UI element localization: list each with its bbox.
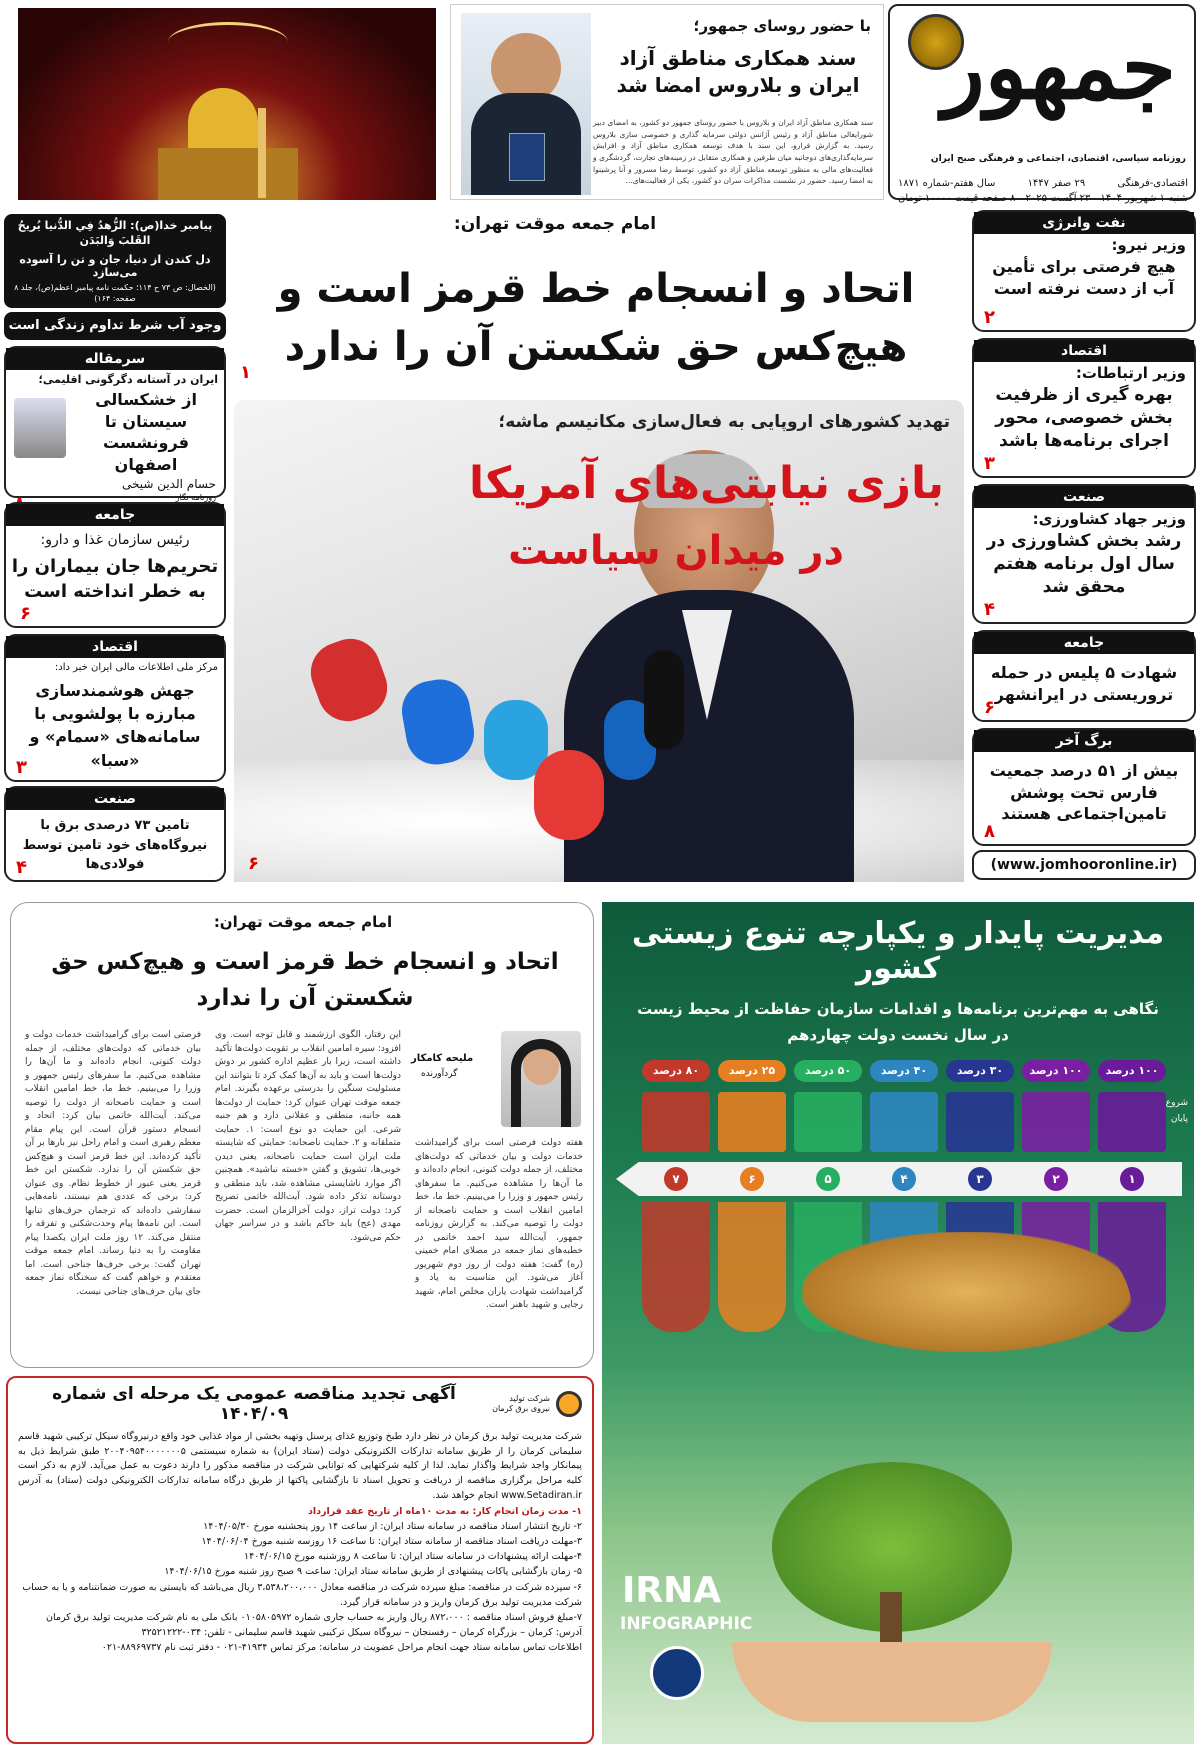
article-col-3-text: هفته دولت فرصتی است برای گرامیداشت خدمات دولت و بیان خدماتی که دولت‌های مختلف، از جمله دولت کنونی، انجام داده‌اند و ما آن‌ها را مشاهده می‌کنیم. ما سفرهای رئیس جمهور و وزرا را می‌بینیم. خط ما، خط امامین انقلاب است و حمایت ناصحانه از دولت را توصیه می‌کند. به گزارش روزنامه جمهور، آیت‌الله سید احمد خاتمی در خطبه‌های نماز جمعه در مصلای امام خمینی (ره) گفت: هفته دولت از روز دوم شهریور آغاز می‌شود. این مناسبت به یاد و گرامیداشت شهادت یاران مخلص امام، شهید رجایی و شهید باهنر است.	[415, 1138, 583, 1310]
lead-headline: اتحاد و انسجام خط قرمز است و هیچ‌کس حق شکستن آن را ندارد	[277, 266, 915, 370]
article-author-photo	[501, 1031, 581, 1127]
top-story-photo	[461, 13, 591, 195]
tender-ad	[6, 1376, 594, 1744]
article-kicker: امام جمعه موقت تهران:	[213, 913, 393, 931]
program-column	[1022, 1092, 1090, 1152]
article-col-1	[25, 1029, 201, 1359]
step-number: ۵	[816, 1167, 840, 1191]
hadith-persian: دل کندن از دنیا، جان و تن را آسوده می‌سازد	[19, 252, 211, 279]
meta-category: اقتصادی-فرهنگی	[1117, 178, 1188, 189]
photo-page: ۶	[248, 853, 259, 874]
photo-title-2: در میدان سیاست	[508, 528, 844, 574]
meta-issue: سال هفتم-شماره ۱۸۷۱	[898, 178, 996, 189]
stat-pill: ۴۰ درصد	[870, 1060, 938, 1082]
meta-greg-date: ۲۳ آگست ۲۰۲۵	[1025, 193, 1091, 204]
tender-line-1: ۱- مدت زمان انجام کار: به مدت ۱۰ماه از تاریخ عقد قرارداد	[308, 1505, 582, 1517]
photo-title-1: بازی نیابتی‌های آمریکا	[468, 458, 944, 509]
economy-page-right: ۳	[984, 453, 995, 474]
last-page-title: بیش از ۵۱ درصد جمعیت فارس تحت پوشش تامین‌اجتماعی هستند	[989, 761, 1179, 824]
industry-page-left: ۴	[16, 857, 27, 878]
top-story-kicker: با حضور روسای جمهور؛	[693, 17, 871, 35]
tender-line-6: ۶- سپرده شرکت در مناقصه: مبلغ سپرده شرکت در مناقصه معادل ۳،۵۳۸،۲۰۰،۰۰۰ ریال می‌باشد که بایستی به صورت ضمانتنامه و یا به حساب شرکت مدیریت تولید برق کرمان واریز و در سامانه قرار گیرد.	[22, 1581, 582, 1608]
stat-pill: ۸۰ درصد	[642, 1060, 710, 1082]
infographic-subtitle-1: نگاهی به مهم‌ترین برنامه‌ها و اقدامات سازمان حفاظت از محیط زیست	[637, 1000, 1159, 1018]
program-column	[870, 1092, 938, 1152]
hadith-source: (الخصال: ص ۷۳ ح ۱۱۴؛ حکمت نامه پیامبر اعظم(ص)، جلد ۸ صفحه: ۱۶۴)	[14, 282, 216, 303]
microphone-icon	[302, 630, 395, 729]
article-col-3	[415, 1137, 583, 1359]
article-col-1-text: فرصتی است برای گرامیداشت خدمات دولت و بیان خدماتی که دولت‌های مختلف، از جمله دولت کنونی، انجام داده‌اند و ما آن‌ها را مشاهده می‌کنیم. ما سفرهای رئیس جمهور و وزرا را می‌بینیم. خط ما، خط امامین انقلاب است و حمایت ناصحانه از دولت را توصیه می‌کند. آیت‌الله خاتمی بیان کرد: اتحاد و انسجام دستور قرآن است. این پیام مقام معظم رهبری است و امام راحل نیز بارها بر آن تأکید کرده‌اند. این خط قرمز است و هیچ‌کس حق شکستن آن را ندارد. شکستن این خط قرمز یعنی عبور از خطوط نظام. وی عنوان کرد: برخی که عددی هم نیستند، نامه‌هایی سفارشی داده‌اند که ترجمان حرف‌های تنابها است. این نامه‌ها پیام وحدت‌شکنی و تفرقه را منتقل می‌کند. ۱۲ روز ملت ایران یکصدا پیام مقاومت را به دنیا رساند. امام جمعه موقت تهران گفت: برخی حرف‌ها جناحی است. اما معتقدم و خواهم گفت که سخنگاه نماز جمعه جای بیان حرف‌های جناحی نیست.	[25, 1030, 201, 1297]
editorial-author-photo	[14, 398, 66, 458]
end-label: پایان	[1170, 1114, 1188, 1124]
stat-pill: ۱۰۰ درصد	[1098, 1060, 1166, 1082]
oil-card[interactable]	[972, 210, 1196, 332]
society-card-right[interactable]	[972, 630, 1196, 722]
article-author: ملیحه کامکار	[411, 1053, 474, 1064]
industry-card-right[interactable]	[972, 484, 1196, 624]
editorial-title: از خشکسالی سیستان تا فرونشست اصفهان	[95, 390, 197, 474]
lead-kicker: امام جمعه موقت تهران:	[453, 214, 657, 234]
industry-card-left[interactable]	[4, 786, 226, 882]
website-link[interactable]: (www.jomhooronline.ir)	[972, 850, 1196, 880]
economy-kicker-left: مرکز ملی اطلاعات مالی ایران خبر داد:	[54, 662, 218, 673]
hadith-box	[4, 214, 226, 308]
article-box	[10, 902, 594, 1368]
industry-tag-right: صنعت	[974, 486, 1194, 508]
irna-brand: IRNA	[622, 1570, 722, 1611]
economy-title-left: جهش هوشمندسازی مبارزه با پولشویی با سامانه‌های «سمام» و «سبا»	[29, 681, 201, 770]
tender-line-8: آدرس: کرمان – بزرگراه کرمان – رفسنجان – نیروگاه سیکل ترکیبی شهید قاسم سلیمانی - تلفن: ۰۳۴-۳۲۵۲۱۲۲۲	[141, 1627, 582, 1639]
lead-page: ۱	[240, 362, 251, 383]
company-logo-icon	[556, 1391, 582, 1417]
step-number: ۳	[968, 1167, 992, 1191]
society-page-right: ۶	[984, 697, 995, 718]
economy-tag-left: اقتصاد	[6, 636, 224, 658]
economy-page-left: ۳	[16, 757, 27, 778]
stat-pill: ۱۰۰ درصد	[1022, 1060, 1090, 1082]
program-column	[642, 1092, 710, 1152]
article-author-role: گردآورنده	[421, 1069, 458, 1079]
step-number: ۴	[892, 1167, 916, 1191]
oil-page: ۲	[984, 307, 995, 328]
program-column	[718, 1092, 786, 1152]
cheetah-figure	[802, 1232, 1132, 1352]
infographic	[602, 902, 1194, 1744]
microphone-icon	[644, 650, 684, 750]
photo-kicker: تهدید کشورهای اروپایی به فعال‌سازی مکانیسم ماشه؛	[498, 412, 950, 432]
oil-title: هیچ فرصتی برای تأمین آب از دست نرفته است	[992, 257, 1176, 298]
meta-price: ۸ صفحه قیمت ۱۰۰۰۰ تومان	[898, 193, 1016, 204]
shrine-calligraphy-icon	[168, 22, 288, 62]
economy-kicker-right: وزیر ارتباطات:	[1075, 364, 1186, 382]
oil-tag: نفت وانرژی	[974, 212, 1194, 234]
society-tag-left: جامعه	[6, 504, 224, 526]
editorial-kicker: ایران در آستانه دگرگونی اقلیمی؛	[38, 373, 218, 386]
last-page-num: ۸	[984, 821, 995, 842]
society-title-right: شهادت ۵ پلیس در حمله تروریستی در ایرانشهر	[990, 663, 1178, 704]
editorial-card[interactable]	[4, 346, 226, 503]
shrine-photo	[18, 8, 436, 200]
society-tag-right: جامعه	[974, 632, 1194, 654]
oil-kicker: وزیر نیرو:	[1111, 236, 1186, 254]
article-headline: اتحاد و انسجام خط قرمز است و هیچ‌کس حق شکستن آن را ندارد	[51, 949, 559, 1011]
industry-tag-left: صنعت	[6, 788, 224, 810]
stat-pill: ۳۰ درصد	[946, 1060, 1014, 1082]
masthead	[888, 4, 1196, 204]
program-column	[794, 1092, 862, 1152]
masthead-subtitle: روزنامه سیاسی، اقتصادی، اجتماعی و فرهنگی صبح ایران	[930, 154, 1186, 164]
industry-kicker-right: وزیر جهاد کشاورزی:	[1032, 510, 1186, 528]
last-page-tag: برگ آخر	[974, 730, 1194, 752]
editorial-tag: سرمقاله	[6, 348, 224, 370]
society-title-left: تحریم‌ها جان بیماران را به خطر انداخته است	[11, 556, 219, 603]
society-card-left[interactable]	[4, 502, 226, 628]
top-story-headline: سند همکاری مناطق آزاد ایران و بلاروس امضا شد	[616, 46, 860, 97]
program-column	[946, 1092, 1014, 1152]
tender-line-4: ۴-مهلت ارائه پیشنهادات در سامانه ستاد ایران: تا ساعت ۸ روزشنبه مورخ ۱۴۰۴/۰۶/۱۵	[244, 1551, 582, 1563]
start-label: شروع	[1165, 1098, 1188, 1108]
industry-page-right: ۴	[984, 599, 995, 620]
step-number: ۶	[740, 1167, 764, 1191]
step-number: ۷	[664, 1167, 688, 1191]
lead-photo	[234, 400, 964, 882]
logo: جمهور	[942, 15, 1176, 119]
program-detail	[642, 1202, 710, 1332]
editorial-role: روزنامه نگار	[175, 493, 216, 503]
article-col-2	[215, 1029, 401, 1359]
microphone-icon	[397, 675, 479, 770]
society-page-left: ۶	[20, 603, 31, 624]
top-story	[450, 4, 884, 200]
tender-intro: شرکت مدیریت تولید برق کرمان در نظر دارد طبخ وتوزیع غذای پرسنل وتهیه بخشی از مواد غذایی خود واقع درنیروگاه سیکل ترکیبی شهید قاسم سلیمانی کرمان را از طریق سامانه تدارکات الکترونیکی دولت (ستاد ایران) به شماره سیستمی ۲۰۰۴۰۹۵۴۰۰۰۰۰۰۰۵ طبق شرایط ذیل به پیمانکار واجد شرایط واگذار نماید. لذا از کلیه شرکتهایی که توانایی شرکت در مناقصه مذکور را دارند دعوت به عمل می‌آید. لازم به ذکر است کلیه مراحل برگزاری مناقصه از دریافت و تحویل اسناد تا بازگشایی پاکتها از طریق درگاه سامانه تدارکات الکترونیکی دولت (ستاد) به آدرس www.Setadiran.ir انجام خواهد شد.	[18, 1431, 582, 1501]
hadith-arabic: پیامبر خدا(ص): الزُّهدُ فِي الدُّنيا يُريحُ القَلبَ وَالبَدَن	[17, 219, 213, 248]
tender-line-5: ۵- زمان بازگشایی پاکات پیشنهادی از طریق سامانه ستاد ایران: ساعت ۹ صبح روز شنبه مورخ ۱۴۰۴/۰۶/۱۵	[164, 1566, 582, 1578]
masthead-meta	[898, 176, 1188, 206]
microphone-icon	[534, 750, 604, 840]
tender-line-7: ۷-مبلغ فروش اسناد مناقصه : ۸۷۲،۰۰۰ ریال واریز به حساب جاری شماره ۰۱۰۵۸۰۵۹۷۲ بانک ملی به نام شرکت مدیریت تولید برق کرمان	[46, 1611, 582, 1623]
editorial-author: حسام الدین شیخی	[121, 477, 216, 492]
industry-title-left: تامین ۷۳ درصدی برق با نیروگاه‌های خود تامین توسط فولادی‌ها	[22, 818, 208, 872]
step-number: ۲	[1044, 1167, 1068, 1191]
economy-title-right: بهره گیری از ظرفیت بخش خصوصی، محور اجرای برنامه‌ها باشد	[995, 385, 1173, 451]
tender-line-9: اطلاعات تماس سامانه ستاد جهت انجام مراحل عضویت در سامانه: مرکز تماس ۴۱۹۳۴-۰۲۱ - دفتر ثبت نام ۸۸۹۶۹۷۳۷-۰۲۱	[101, 1642, 582, 1654]
step-number: ۱	[1120, 1167, 1144, 1191]
economy-tag-right: اقتصاد	[974, 340, 1194, 362]
program-detail	[718, 1202, 786, 1332]
program-column	[1098, 1092, 1166, 1152]
last-page-card[interactable]	[972, 728, 1196, 846]
stat-pill: ۵۰ درصد	[794, 1060, 862, 1082]
meta-hijri-date: ۲۹ صفر ۱۴۴۷	[1027, 178, 1086, 189]
tender-line-2: ۲- تاریخ انتشار اسناد مناقصه در سامانه ستاد ایران: از ساعت ۱۴ روز پنجشنبه مورخ ۱۴۰۴/۰۵/۳۰	[203, 1520, 582, 1532]
infographic-title: مدیریت پایدار و یکپارچه تنوع زیستی کشور	[631, 916, 1165, 986]
company-name: شرکت تولید نیروی برق کرمان	[492, 1394, 550, 1413]
irna-emblem-icon	[650, 1646, 704, 1700]
infographic-subtitle-2: در سال نخست دولت چهاردهم	[787, 1026, 1009, 1044]
tender-title: آگهی تجدید مناقصه عمومی یک مرحله ای شماره ۱۴۰۴/۰۹	[52, 1384, 456, 1424]
top-story-body: سند همکاری مناطق آزاد ایران و بلاروس با حضور روسای جمهور دو کشور، به امضای دبیر شورایعالی مناطق آزاد و رئیس آژانس دولتی سرمایه گذاری و خصوصی سازی بلاروس رسید. به گزارش فرارو، این سند با هدف توسعه همکاری مناطق آزاد و افزایش سرمایه‌گذاری‌های دوجانبه میان طرفین و همکاری متقابل در زمینه‌های تجارت، گردشگری و فعالیت‌های مالی به منظور توسعه مناطق آزاد دو کشور، توسط رضا مسرور و آنا پرشینوا به امضا رسید. حضور در نشست مذاکرات سران دو کشور، یکی از فعالیت‌های...	[593, 118, 873, 186]
society-kicker-left: رئیس سازمان غذا و دارو:	[40, 532, 190, 548]
economy-card-left[interactable]	[4, 634, 226, 782]
industry-title-right: رشد بخش کشاورزی در سال اول برنامه هفتم محقق شد	[986, 531, 1182, 597]
slogan-box: وجود آب شرط تداوم زندگی است	[4, 312, 226, 340]
article-col-2-text: این رفتار، الگوی ارزشمند و قابل توجه است. وی افزود: سیره امامین انقلاب بر تقویت دولت‌ها تأکید داشته است، زیرا بار عظیم اداره کشور بر دوش دولت‌ها است و باید به آن‌ها کمک کرد تا بتوانند این مسئولیت سنگین را بدرستی برعهده بگیرند. امام جمعه موقت تهران عنوان کرد: حمایت از دولت‌ها همه جانبه، منطقی و عقلانی دارد و هم جنبه شرعی. این حمایت دو نوع است: ۱. حمایت متملقانه و ۲. حمایت ناصحانه: حمایتی که شایسته ملت ایران است حمایت ناصحانه، یعنی دیدن خوبی‌ها، تشویق و گفتن «خسته نباشید». همچنین اگر موارد ناشایستی مشاهده شد، باید منطقی و دوستانه تذکر داده شود. آیت‌الله خاتمی تصریح کرد: دولت تراز، دولت آخرالزمان است. حضرت مهدی (عج) باید حاکم باشد و در سراسر جهان حکم می‌شود.	[215, 1030, 401, 1243]
irna-brand-sub: INFOGRAPHIC	[620, 1614, 753, 1634]
economy-card-right[interactable]	[972, 338, 1196, 478]
tender-line-3: ۳-مهلت دریافت اسناد مناقصه از سامانه ستاد ایران: تا ساعت ۱۶ روزسه شنبه مورخ ۱۴۰۴/۰۶/۰۴	[201, 1535, 582, 1547]
meta-date: شنبه ۱ شهریور ۱۴۰۴	[1100, 193, 1188, 204]
stat-pill: ۲۵ درصد	[718, 1060, 786, 1082]
hands-figure	[732, 1642, 1052, 1722]
